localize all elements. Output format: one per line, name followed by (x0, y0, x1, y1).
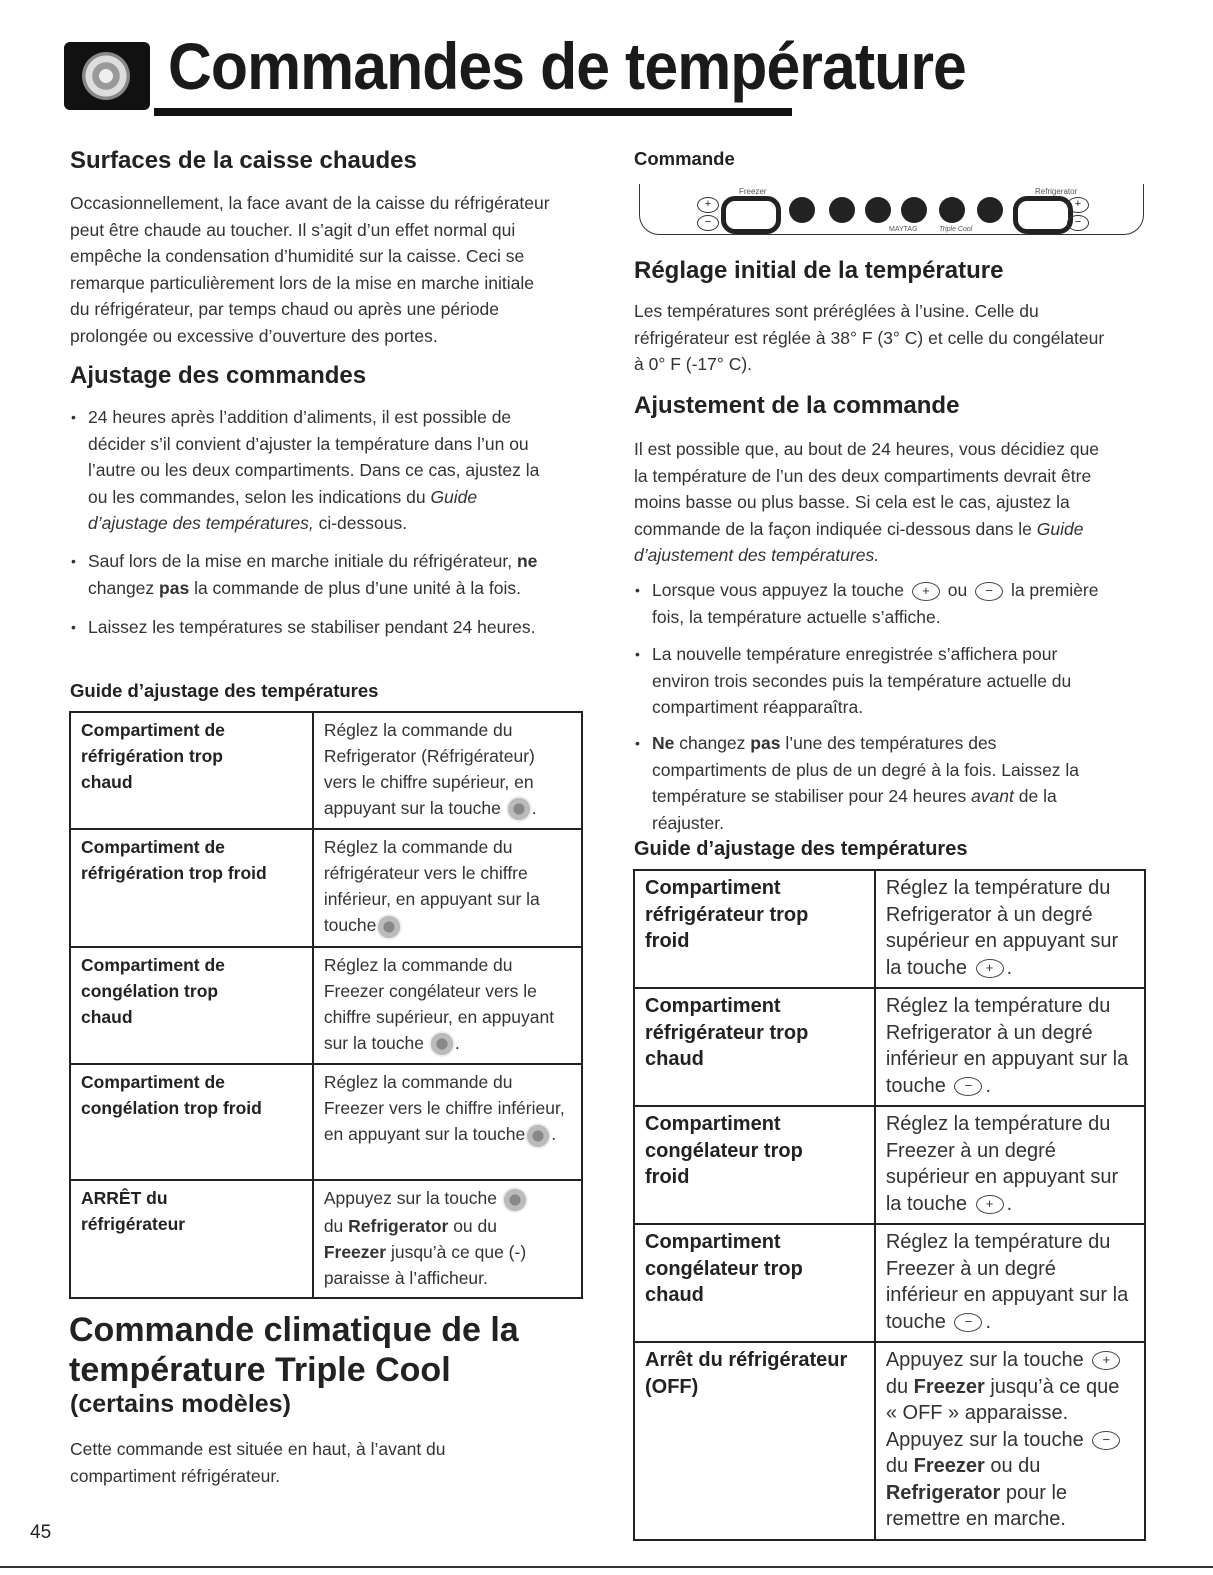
triple-cool-text: Cette commande est située en haut, à l’avant du compartiment réfrigérateur. (70, 1439, 446, 1486)
down-arrow-button-icon (525, 1123, 551, 1149)
triple-cool-title: Commande climatique de la température Triple Cool (69, 1311, 519, 1389)
page-title: Commandes de température (168, 29, 966, 103)
triple-cool-subtitle: (certains modèles) (70, 1390, 291, 1418)
minus-icon: − (954, 1313, 982, 1332)
right-guide-heading: Guide d’ajustage des températures (634, 838, 968, 860)
plus-icon: + (976, 1195, 1004, 1214)
table-row: Compartiment de congélation trop chaud Réglez la commande du Freezer congélateur vers le chiffre supérieur, en appuyant sur la touche . (70, 947, 582, 1064)
panel-button (939, 197, 965, 223)
table-row: Arrêt du réfrigérateur (OFF) Appuyez sur la touche + du Freezer jusqu’à ce que « OFF » apparaisse. Appuyez sur la touche − du Freezer ou du Refrigerator pour le remettre en marche. (634, 1342, 1145, 1540)
control-label: Commande (634, 148, 735, 169)
table-row: Compartiment congélateur trop chaud Réglez la température du Freezer à un degré inférieur en appuyant sur la touche − . (634, 1224, 1145, 1342)
bottom-rule (0, 1566, 1213, 1568)
plus-icon: + (697, 197, 719, 213)
table-row: Compartiment réfrigérateur trop froid Réglez la température du Refrigerator à un degré supérieur en appuyant sur la touche + . (634, 870, 1145, 988)
up-arrow-button-icon (506, 796, 532, 822)
minus-icon: − (954, 1077, 982, 1096)
panel-button (901, 197, 927, 223)
title-underline (154, 108, 792, 116)
page-number: 45 (30, 1522, 52, 1543)
adjust-bullet-1: • 24 heures après l’addition d’aliments, il est possible de décider s’il convient d’ajuster la température dans l’un ou l’autre ou les deux compartiments. Dans ce cas, ajustez la ou les commandes, selon les indications du Guide d’ajustage des températures, ci-dessous. (88, 404, 598, 537)
adjust-heading: Ajustage des commandes (70, 362, 367, 389)
plus-icon: + (1067, 197, 1089, 213)
table-row: Compartiment de réfrigération trop chaud Réglez la commande du Refrigerator (Réfrigérateur) vers le chiffre supérieur, en appuyant sur la touche . (70, 712, 582, 829)
temperature-dial-icon (64, 42, 150, 110)
control-adjust-text: Il est possible que, au bout de 24 heures, vous décidiez que la température de l’un des deux compartiments devrait être moins basse ou plus basse. Si cela est le cas, ajustez la commande de la façon indiquée ci-dessous dans le Guide d’ajustement des températures. (634, 439, 1100, 565)
panel-button (865, 197, 891, 223)
table-row: Compartiment congélateur trop froid Réglez la température du Freezer à un degré supérieur en appuyant sur la touche + . (634, 1106, 1145, 1224)
table-row: Compartiment de réfrigération trop froid Réglez la commande du réfrigérateur vers le chiffre inférieur, en appuyant sur la touche (70, 829, 582, 946)
initial-setting-text: Les températures sont préréglées à l’usine. Celle du réfrigérateur est réglée à 38° F (3° C) et celle du congélateur à 0° F (-17° C). (634, 301, 1105, 374)
minus-icon: − (1067, 215, 1089, 231)
panel-button (977, 197, 1003, 223)
control-bullet-2: • La nouvelle température enregistrée s’affichera pour environ trois secondes puis la température actuelle du compartiment réapparaîtra. (652, 641, 1162, 721)
up-arrow-button-icon (429, 1031, 455, 1057)
plus-icon: + (912, 582, 940, 601)
warm-surfaces-text: Occasionnellement, la face avant de la caisse du réfrigérateur peut être chaude au toucher. Il s’agit d’un effet normal qui empêche la condensation d’humidité sur la caisse. Ceci se remarque particulièrement lors de la mise en marche initiale du réfrigérateur, par temps chaud ou après une période prolongée ou excessive d’ouverture des portes. (70, 193, 550, 346)
refrigerator-display (1013, 196, 1073, 234)
control-adjust-heading: Ajustement de la commande (634, 392, 960, 419)
panel-button (789, 197, 815, 223)
adjust-bullet-3: • Laissez les températures se stabiliser pendant 24 heures. (88, 614, 598, 641)
adjust-bullet-2: • Sauf lors de la mise en marche initiale du réfrigérateur, ne changez pas la commande de plus d’une unité à la fois. (88, 548, 598, 601)
control-panel-diagram: Freezer Refrigerator + − + − MAYTAG Triple Cool (639, 184, 1144, 236)
left-guide-heading: Guide d’ajustage des températures (70, 680, 379, 701)
panel-button (829, 197, 855, 223)
control-bullet-1: • Lorsque vous appuyez la touche + ou − la première fois, la température actuelle s’affiche. (652, 577, 1162, 630)
down-arrow-button-icon (376, 914, 402, 940)
initial-setting-heading: Réglage initial de la température (634, 257, 1004, 284)
down-arrow-button-icon (502, 1187, 528, 1213)
minus-icon: − (697, 215, 719, 231)
table-row: Compartiment de congélation trop froid Réglez la commande du Freezer vers le chiffre inférieur, en appuyant sur la touche . (70, 1064, 582, 1180)
table-row: ARRÊT du réfrigérateur Appuyez sur la touche du Refrigerator ou du Freezer jusqu’à ce que (-) paraisse à l’afficheur. (70, 1180, 582, 1298)
plus-icon: + (1092, 1351, 1120, 1370)
freezer-display (721, 196, 781, 234)
right-guide-table (633, 869, 1146, 1541)
warm-surfaces-heading: Surfaces de la caisse chaudes (70, 147, 417, 174)
control-bullet-3: • Ne changez pas l’une des températures des compartiments de plus de un degré à la fois. Laissez la température se stabiliser pour 24 heures avant de la réajuster. (652, 730, 1162, 836)
minus-icon: − (975, 582, 1003, 601)
minus-icon: − (1092, 1431, 1120, 1450)
left-guide-table (69, 711, 583, 1299)
table-row: Compartiment réfrigérateur trop chaud Réglez la température du Refrigerator à un degré inférieur en appuyant sur la touche − . (634, 988, 1145, 1106)
plus-icon: + (976, 959, 1004, 978)
